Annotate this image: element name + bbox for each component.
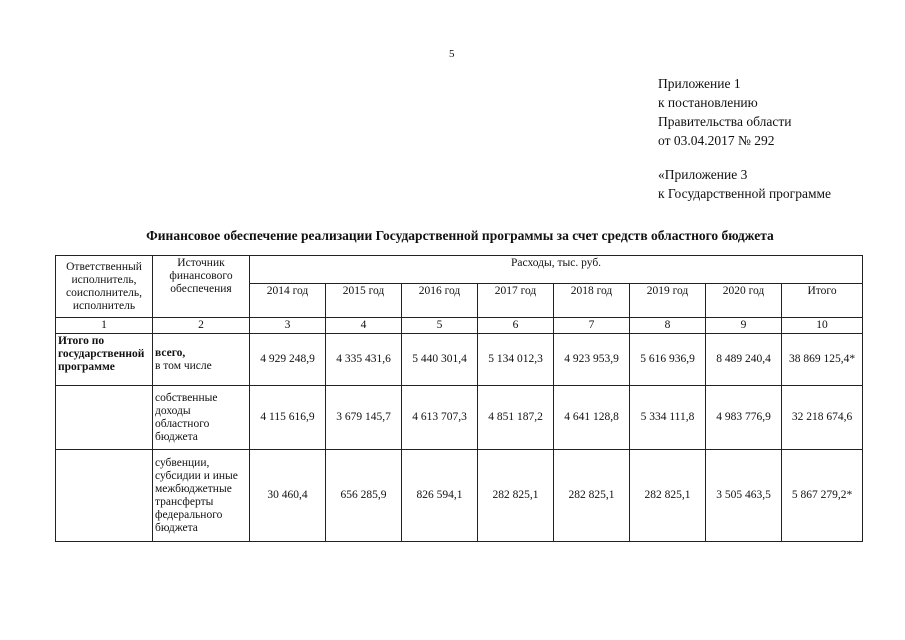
column-number: 6 <box>478 318 554 334</box>
header-expenses: Расходы, тыс. руб. <box>250 256 863 284</box>
appendix-prev-line: к Государственной программе <box>658 186 832 201</box>
column-number: 10 <box>782 318 863 334</box>
appendix-line: Приложение 1 <box>658 76 741 91</box>
header-executor: Ответственный исполнитель, соисполнитель, исполнитель <box>56 256 153 318</box>
column-number: 8 <box>630 318 706 334</box>
column-number: 3 <box>250 318 326 334</box>
value-cell: 5 134 012,3 <box>478 334 554 386</box>
value-cell: 282 825,1 <box>630 450 706 542</box>
value-cell: 5 334 111,8 <box>630 386 706 450</box>
column-number-row <box>56 318 863 334</box>
source-sub-label: в том числе <box>155 359 212 372</box>
value-cell: 4 335 431,6 <box>326 334 402 386</box>
appendix-prev-block <box>658 165 831 203</box>
financing-table <box>55 255 863 542</box>
value-cell: 8 489 240,4 <box>706 334 782 386</box>
column-number: 4 <box>326 318 402 334</box>
value-cell: 4 613 707,3 <box>402 386 478 450</box>
header-year: 2014 год <box>250 284 326 318</box>
value-cell: 5 616 936,9 <box>630 334 706 386</box>
table-row <box>56 386 863 450</box>
source-cell: собственные доходы областного бюджета <box>153 386 250 450</box>
column-number: 2 <box>153 318 250 334</box>
appendix-line: от 03.04.2017 № 292 <box>658 133 775 148</box>
table-row <box>56 450 863 542</box>
column-number: 9 <box>706 318 782 334</box>
column-number: 7 <box>554 318 630 334</box>
header-total: Итого <box>782 284 863 318</box>
appendix-prev-line: «Приложение 3 <box>658 167 748 182</box>
header-year: 2016 год <box>402 284 478 318</box>
appendix-line: к постановлению <box>658 95 758 110</box>
executor-cell <box>56 450 153 542</box>
value-cell: 3 679 145,7 <box>326 386 402 450</box>
source-label: всего, <box>155 346 186 359</box>
value-cell: 4 923 953,9 <box>554 334 630 386</box>
value-cell: 656 285,9 <box>326 450 402 542</box>
value-cell: 282 825,1 <box>478 450 554 542</box>
value-cell: 826 594,1 <box>402 450 478 542</box>
total-cell: 38 869 125,4* <box>782 334 863 386</box>
value-cell: 4 851 187,2 <box>478 386 554 450</box>
total-cell: 5 867 279,2* <box>782 450 863 542</box>
header-year: 2020 год <box>706 284 782 318</box>
value-cell: 282 825,1 <box>554 450 630 542</box>
header-year: 2015 год <box>326 284 402 318</box>
appendix-block <box>658 74 791 150</box>
column-number: 1 <box>56 318 153 334</box>
header-source: Источник финансового обеспечения <box>153 256 250 318</box>
value-cell: 3 505 463,5 <box>706 450 782 542</box>
document-title: Финансовое обеспечение реализации Государственной программы за счет средств областного бюджета <box>146 228 774 243</box>
header-row <box>56 256 863 284</box>
value-cell: 4 929 248,9 <box>250 334 326 386</box>
appendix-line: Правительства области <box>658 114 792 129</box>
value-cell: 4 983 776,9 <box>706 386 782 450</box>
source-cell: субвенции, субсидии и иные межбюджетные трансферты федерального бюджета <box>153 450 250 542</box>
value-cell: 5 440 301,4 <box>402 334 478 386</box>
header-year: 2018 год <box>554 284 630 318</box>
page-number: 5 <box>449 48 455 60</box>
executor-cell <box>56 386 153 450</box>
source-cell <box>153 334 250 386</box>
table-row <box>56 334 863 386</box>
value-cell: 30 460,4 <box>250 450 326 542</box>
executor-cell: Итого по государственной программе <box>56 334 153 386</box>
header-year: 2017 год <box>478 284 554 318</box>
total-cell: 32 218 674,6 <box>782 386 863 450</box>
column-number: 5 <box>402 318 478 334</box>
value-cell: 4 115 616,9 <box>250 386 326 450</box>
header-year: 2019 год <box>630 284 706 318</box>
value-cell: 4 641 128,8 <box>554 386 630 450</box>
